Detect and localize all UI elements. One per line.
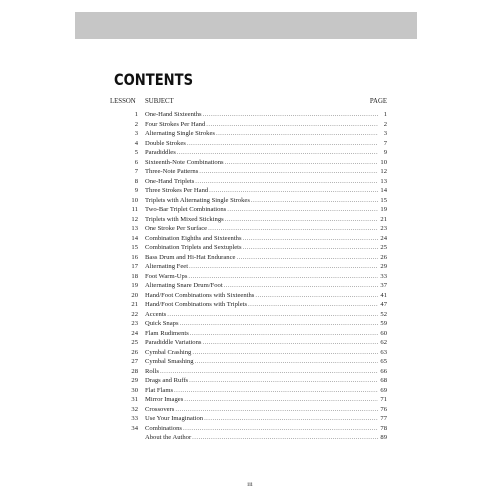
lesson-subject: Three-Note Patterns (145, 168, 199, 175)
lesson-number: 15 (131, 244, 138, 251)
toc-entry (110, 414, 387, 424)
lesson-number: 3 (134, 130, 138, 137)
dot-leader (206, 120, 378, 130)
dot-leader (192, 433, 378, 443)
lesson-page-number: 47 (380, 301, 387, 308)
toc-entry-line (145, 253, 387, 263)
lesson-page-number: 77 (380, 415, 387, 422)
lesson-number: 29 (131, 377, 138, 384)
dot-leader (189, 262, 378, 272)
toc-entry (110, 253, 387, 263)
lesson-number: 30 (131, 386, 138, 394)
toc-entry (110, 424, 387, 434)
dot-leader (199, 167, 378, 177)
lesson-number: 31 (131, 396, 138, 403)
lesson-page-number: 1 (383, 111, 387, 118)
toc-entry-line (145, 120, 387, 130)
dot-leader (208, 224, 378, 234)
dot-leader (160, 367, 378, 377)
lesson-subject: Cymbal Smashing (145, 358, 194, 365)
table-of-contents (110, 110, 387, 443)
dot-leader (167, 310, 378, 320)
toc-entry-line (145, 376, 387, 386)
toc-entry-line (145, 167, 387, 177)
lesson-page-number: 7 (383, 139, 387, 147)
dot-leader (177, 148, 378, 158)
lesson-subject: Foot Warm-Ups (145, 272, 188, 280)
lesson-number: 20 (131, 291, 138, 299)
dot-leader (251, 196, 378, 206)
toc-entry-line (145, 319, 387, 329)
toc-entry-line (145, 158, 387, 168)
lesson-page-number: 33 (380, 272, 387, 280)
dot-leader (243, 243, 378, 253)
lesson-number: 24 (131, 329, 138, 337)
dot-leader (243, 234, 378, 244)
lesson-subject: Three Strokes Per Hand (145, 187, 209, 194)
lesson-page-number: 23 (380, 225, 387, 232)
toc-entry-line (145, 224, 387, 234)
lesson-number: 19 (131, 282, 138, 289)
lesson-page-number: 24 (380, 234, 387, 242)
lesson-subject: Hand/Foot Combinations with Sixteenths (145, 291, 255, 299)
lesson-number: 13 (131, 225, 138, 232)
dot-leader (225, 158, 378, 168)
lesson-page-number: 2 (383, 120, 387, 128)
lesson-subject: Paradiddles (145, 149, 176, 156)
toc-entry-line (145, 262, 387, 272)
toc-entry-line (145, 424, 387, 434)
toc-entry (110, 234, 387, 244)
lesson-subject: Use Your Imagination (145, 415, 204, 422)
lesson-subject: Alternating Feet (145, 263, 189, 270)
lesson-page-number: 9 (383, 149, 387, 156)
lesson-page-number: 13 (380, 177, 387, 185)
toc-entry-line (145, 177, 387, 187)
lesson-subject: One-Hand Triplets (145, 177, 195, 185)
lesson-subject: Combination Triplets and Sextuplets (145, 244, 242, 251)
dot-leader (189, 376, 378, 386)
lesson-page-number: 76 (380, 405, 387, 413)
toc-entry-line (145, 300, 387, 310)
lesson-page-number: 10 (380, 158, 387, 166)
toc-entry-line (145, 110, 387, 120)
toc-entry (110, 148, 387, 158)
lesson-subject: Quick Snaps (145, 320, 179, 327)
toc-entry-line (145, 196, 387, 206)
toc-entry (110, 376, 387, 386)
toc-entry-line (145, 243, 387, 253)
toc-entry (110, 110, 387, 120)
lesson-number: 9 (134, 187, 138, 194)
lesson-subject: One Stroke Per Surface (145, 225, 208, 232)
toc-entry (110, 319, 387, 329)
lesson-number: 7 (134, 168, 138, 175)
lesson-subject: Paradiddle Variations (145, 339, 202, 346)
lesson-subject: Alternating Single Strokes (145, 130, 215, 137)
toc-entry (110, 291, 387, 301)
toc-entry-line (145, 291, 387, 301)
dot-leader (195, 177, 378, 187)
toc-entry-line (145, 186, 387, 196)
dot-leader (175, 405, 378, 415)
lesson-number: 11 (131, 206, 138, 213)
toc-entry (110, 348, 387, 358)
toc-entry-line (145, 234, 387, 244)
toc-entry-line (145, 405, 387, 415)
lesson-page-number: 19 (380, 206, 387, 213)
dot-leader (204, 414, 378, 424)
lesson-number: 1 (134, 111, 138, 118)
lesson-subject: Alternating Snare Drum/Foot (145, 282, 223, 289)
lesson-number: 12 (131, 215, 138, 223)
dot-leader (190, 329, 378, 339)
toc-entry (110, 272, 387, 282)
lesson-page-number: 66 (380, 367, 387, 375)
lesson-page-number: 26 (380, 253, 387, 261)
lesson-number: 21 (131, 301, 138, 308)
lesson-page-number: 37 (380, 282, 387, 289)
lesson-number: 4 (134, 139, 138, 147)
lesson-page-number: 60 (380, 329, 387, 337)
lesson-page-number: 14 (380, 187, 387, 194)
toc-entry-line (145, 272, 387, 282)
lesson-page-number: 52 (380, 310, 387, 318)
lesson-number: 10 (131, 196, 138, 204)
toc-entry (110, 338, 387, 348)
toc-entry (110, 186, 387, 196)
lesson-subject: Two-Bar Triplet Combinations (145, 206, 227, 213)
toc-entry (110, 357, 387, 367)
lesson-page-number: 63 (380, 348, 387, 356)
page-number: iii (247, 481, 253, 488)
toc-entry (110, 139, 387, 149)
top-header-band (75, 12, 417, 39)
dot-leader (227, 205, 378, 215)
toc-entry-line (145, 338, 387, 348)
lesson-page-number: 65 (380, 358, 387, 365)
header-subject: SUBJECT (145, 98, 174, 105)
toc-entry-line (145, 205, 387, 215)
lesson-number: 6 (134, 158, 138, 166)
toc-entry (110, 158, 387, 168)
toc-entry-line (145, 148, 387, 158)
toc-entry (110, 310, 387, 320)
toc-entry-line (145, 329, 387, 339)
lesson-number: 26 (131, 348, 138, 356)
toc-entry (110, 205, 387, 215)
lesson-subject: Sixteenth-Note Combinations (145, 158, 224, 166)
lesson-page-number: 68 (380, 377, 387, 384)
lesson-page-number: 3 (383, 130, 387, 137)
dot-leader (174, 386, 378, 396)
lesson-subject: Rolls (145, 367, 159, 375)
toc-entry (110, 129, 387, 139)
toc-entry (110, 395, 387, 405)
lesson-page-number: 15 (380, 196, 387, 204)
toc-column-headers (110, 98, 387, 108)
toc-entry-line (145, 215, 387, 225)
toc-entry-line (145, 310, 387, 320)
dot-leader (187, 139, 378, 149)
lesson-subject: Mirror Images (145, 396, 184, 403)
lesson-number: 2 (134, 120, 138, 128)
toc-entry-line (145, 386, 387, 396)
lesson-number: 16 (131, 253, 138, 261)
toc-entry (110, 243, 387, 253)
lesson-page-number: 41 (380, 291, 387, 299)
lesson-subject: Triplets with Alternating Single Strokes (145, 196, 250, 204)
lesson-subject: Cymbal Crashing (145, 348, 192, 356)
toc-entry-line (145, 139, 387, 149)
toc-entry (110, 386, 387, 396)
lesson-subject: Four Strokes Per Hand (145, 120, 206, 128)
lesson-number: 32 (131, 405, 138, 413)
dot-leader (188, 272, 378, 282)
toc-entry (110, 329, 387, 339)
toc-entry (110, 367, 387, 377)
dot-leader (202, 338, 378, 348)
dot-leader (180, 319, 378, 329)
lesson-page-number: 89 (380, 434, 387, 441)
toc-entry-line (145, 129, 387, 139)
toc-entry (110, 177, 387, 187)
lesson-page-number: 71 (380, 396, 387, 403)
dot-leader (183, 424, 378, 434)
toc-entry-line (145, 357, 387, 367)
header-lesson: LESSON (110, 98, 136, 105)
lesson-page-number: 59 (380, 320, 387, 327)
lesson-number: 33 (131, 415, 138, 422)
lesson-subject: Hand/Foot Combinations with Triplets (145, 301, 248, 308)
lesson-number: 14 (131, 234, 138, 242)
lesson-subject: Triplets with Mixed Stickings (145, 215, 224, 223)
lesson-page-number: 78 (380, 424, 387, 432)
lesson-subject: Accents (145, 310, 167, 318)
page-title: CONTENTS (114, 70, 194, 89)
dot-leader (203, 110, 378, 120)
dot-leader (195, 357, 378, 367)
toc-entry (110, 215, 387, 225)
lesson-number: 28 (131, 367, 138, 375)
lesson-number: 18 (131, 272, 138, 280)
toc-entry (110, 300, 387, 310)
toc-entry-line (145, 367, 387, 377)
lesson-subject: Flam Rudiments (145, 329, 189, 337)
lesson-subject: Bass Drum and Hi-Hat Endurance (145, 253, 236, 261)
lesson-number: 22 (131, 310, 138, 318)
toc-entry (110, 196, 387, 206)
lesson-number: 34 (131, 424, 138, 432)
toc-entry (110, 224, 387, 234)
toc-entry-line (145, 433, 387, 443)
lesson-page-number: 12 (380, 168, 387, 175)
lesson-page-number: 25 (380, 244, 387, 251)
lesson-page-number: 62 (380, 339, 387, 346)
dot-leader (184, 395, 378, 405)
lesson-page-number: 21 (380, 215, 387, 223)
toc-entry (110, 120, 387, 130)
lesson-subject: Drags and Ruffs (145, 377, 189, 384)
lesson-number: 17 (131, 263, 138, 270)
toc-entry (110, 405, 387, 415)
lesson-subject: Double Strokes (145, 139, 186, 147)
dot-leader (216, 129, 378, 139)
lesson-number: 8 (134, 177, 138, 185)
dot-leader (225, 215, 378, 225)
toc-entry-line (145, 414, 387, 424)
toc-entry-line (145, 348, 387, 358)
lesson-page-number: 69 (380, 386, 387, 394)
dot-leader (255, 291, 378, 301)
dot-leader (224, 281, 378, 291)
lesson-subject: Combinations (145, 424, 182, 432)
lesson-number: 23 (131, 320, 138, 327)
toc-entry-line (145, 281, 387, 291)
lesson-number: 5 (134, 149, 138, 156)
lesson-subject: About the Author (145, 434, 192, 441)
toc-entry-line (145, 395, 387, 405)
dot-leader (236, 253, 378, 263)
dot-leader (248, 300, 378, 310)
toc-entry (110, 262, 387, 272)
toc-entry (110, 433, 387, 443)
header-page: PAGE (369, 98, 387, 105)
lesson-subject: Combination Eighths and Sixteenths (145, 234, 242, 242)
dot-leader (192, 348, 378, 358)
lesson-page-number: 29 (380, 263, 387, 270)
lesson-subject: Flat Flams (145, 386, 174, 394)
toc-entry (110, 167, 387, 177)
lesson-number: 27 (131, 358, 138, 365)
lesson-subject: Crossovers (145, 405, 175, 413)
lesson-subject: One-Hand Sixteenths (145, 111, 202, 118)
toc-entry (110, 281, 387, 291)
dot-leader (209, 186, 378, 196)
lesson-number: 25 (131, 339, 138, 346)
